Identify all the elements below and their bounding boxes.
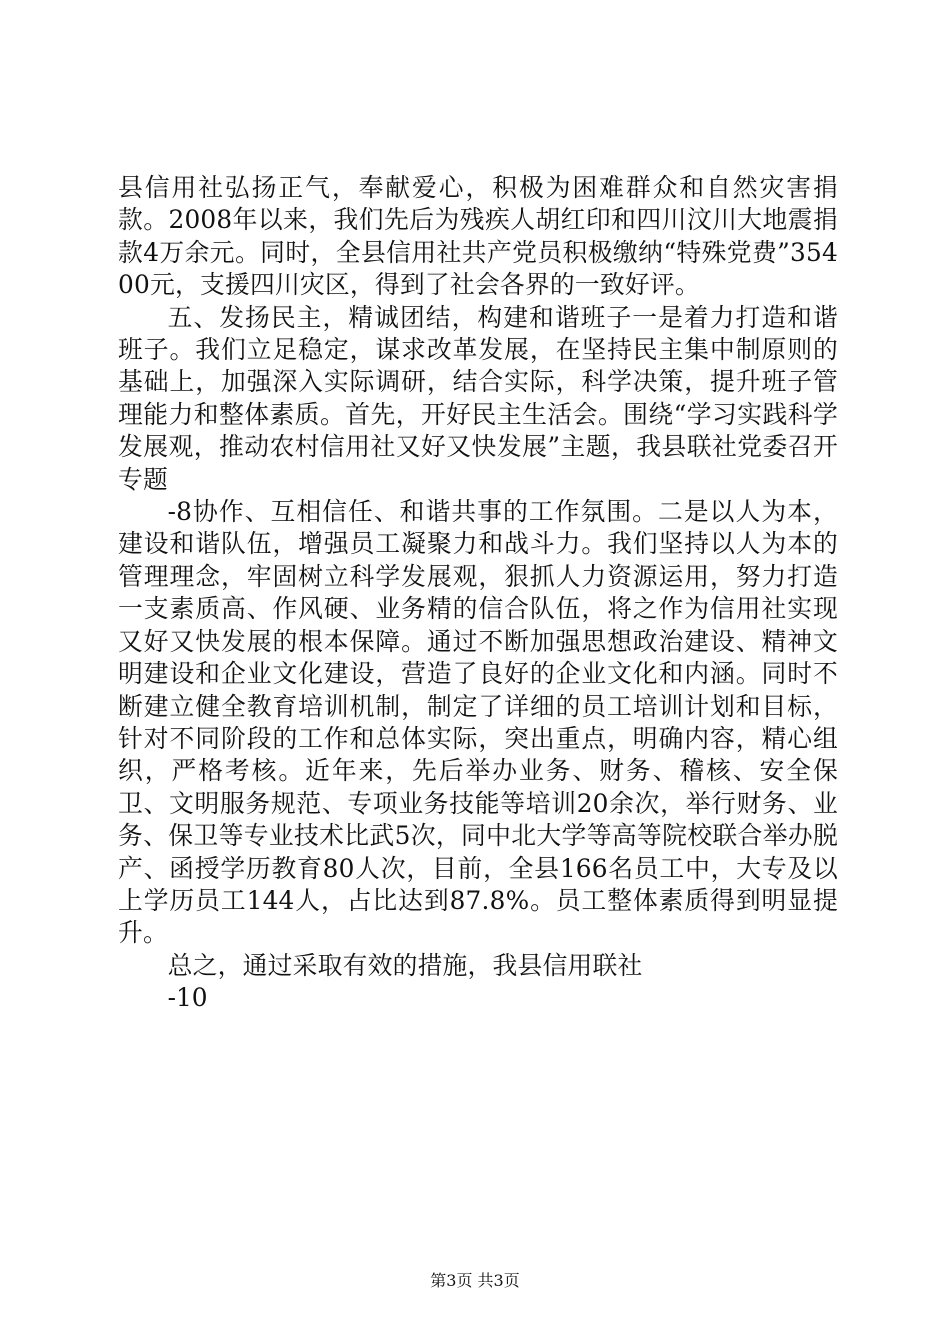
paragraph-harmonious-team: 五、发扬民主，精诚团结，构建和谐班子一是着力打造和谐班子。我们立足稳定，谋求改革发展，在坚持民主集中制原则的基础上，加强深入实际调研，结合实际，科学决策，提升班子管理能力和整体素质。首先，开好民主生活会。围绕“学习实践科学发展观，推动农村信用社又好又快发展”主题，我县联社党委召开专题 (118, 302, 838, 494)
page-marker: -10 (167, 983, 208, 1013)
page-footer (0, 1271, 950, 1291)
page-number: 第3页 共3页 (430, 1271, 520, 1290)
document-body (118, 172, 838, 1015)
paragraph-conclusion: 总之，通过采取有效的措施，我县信用联社 (167, 950, 643, 980)
paragraph-staff-development: -8协作、互相信任、和谐共事的工作氛围。二是以人为本，建设和谐队伍，增强员工凝聚力和战斗力。我们坚持以人为本的管理理念，牢固树立科学发展观，狠抓人力资源运用，努力打造一支素质高、作风硬、业务精的信合队伍，将之作为信用社实现又好又快发展的根本保障。通过不断加强思想政治建设、精神文明建设和企业文化建设，营造了良好的企业文化和内涵。同时不断建立健全教育培训机制，制定了详细的员工培训计划和目标，针对不同阶段的工作和总体实际，突出重点，明确内容，精心组织，严格考核。近年来，先后举办业务、财务、稽核、安全保卫、文明服务规范、专项业务技能等培训20余次，举行财务、业务、保卫等专业技术比武5次，同中北大学等高等院校联合举办脱产、函授学历教育80人次，目前，全县166名员工中，大专及以上学历员工144人，占比达到87.8%。员工整体素质得到明显提升。 (118, 497, 838, 948)
paragraph-donations: 县信用社弘扬正气，奉献爱心，积极为困难群众和自然灾害捐款。2008年以来，我们先后为残疾人胡红印和四川汶川大地震捐款4万余元。同时，全县信用社共产党员积极缴纳“特殊党费”35400元，支援四川灾区，得到了社会各界的一致好评。 (118, 173, 838, 300)
